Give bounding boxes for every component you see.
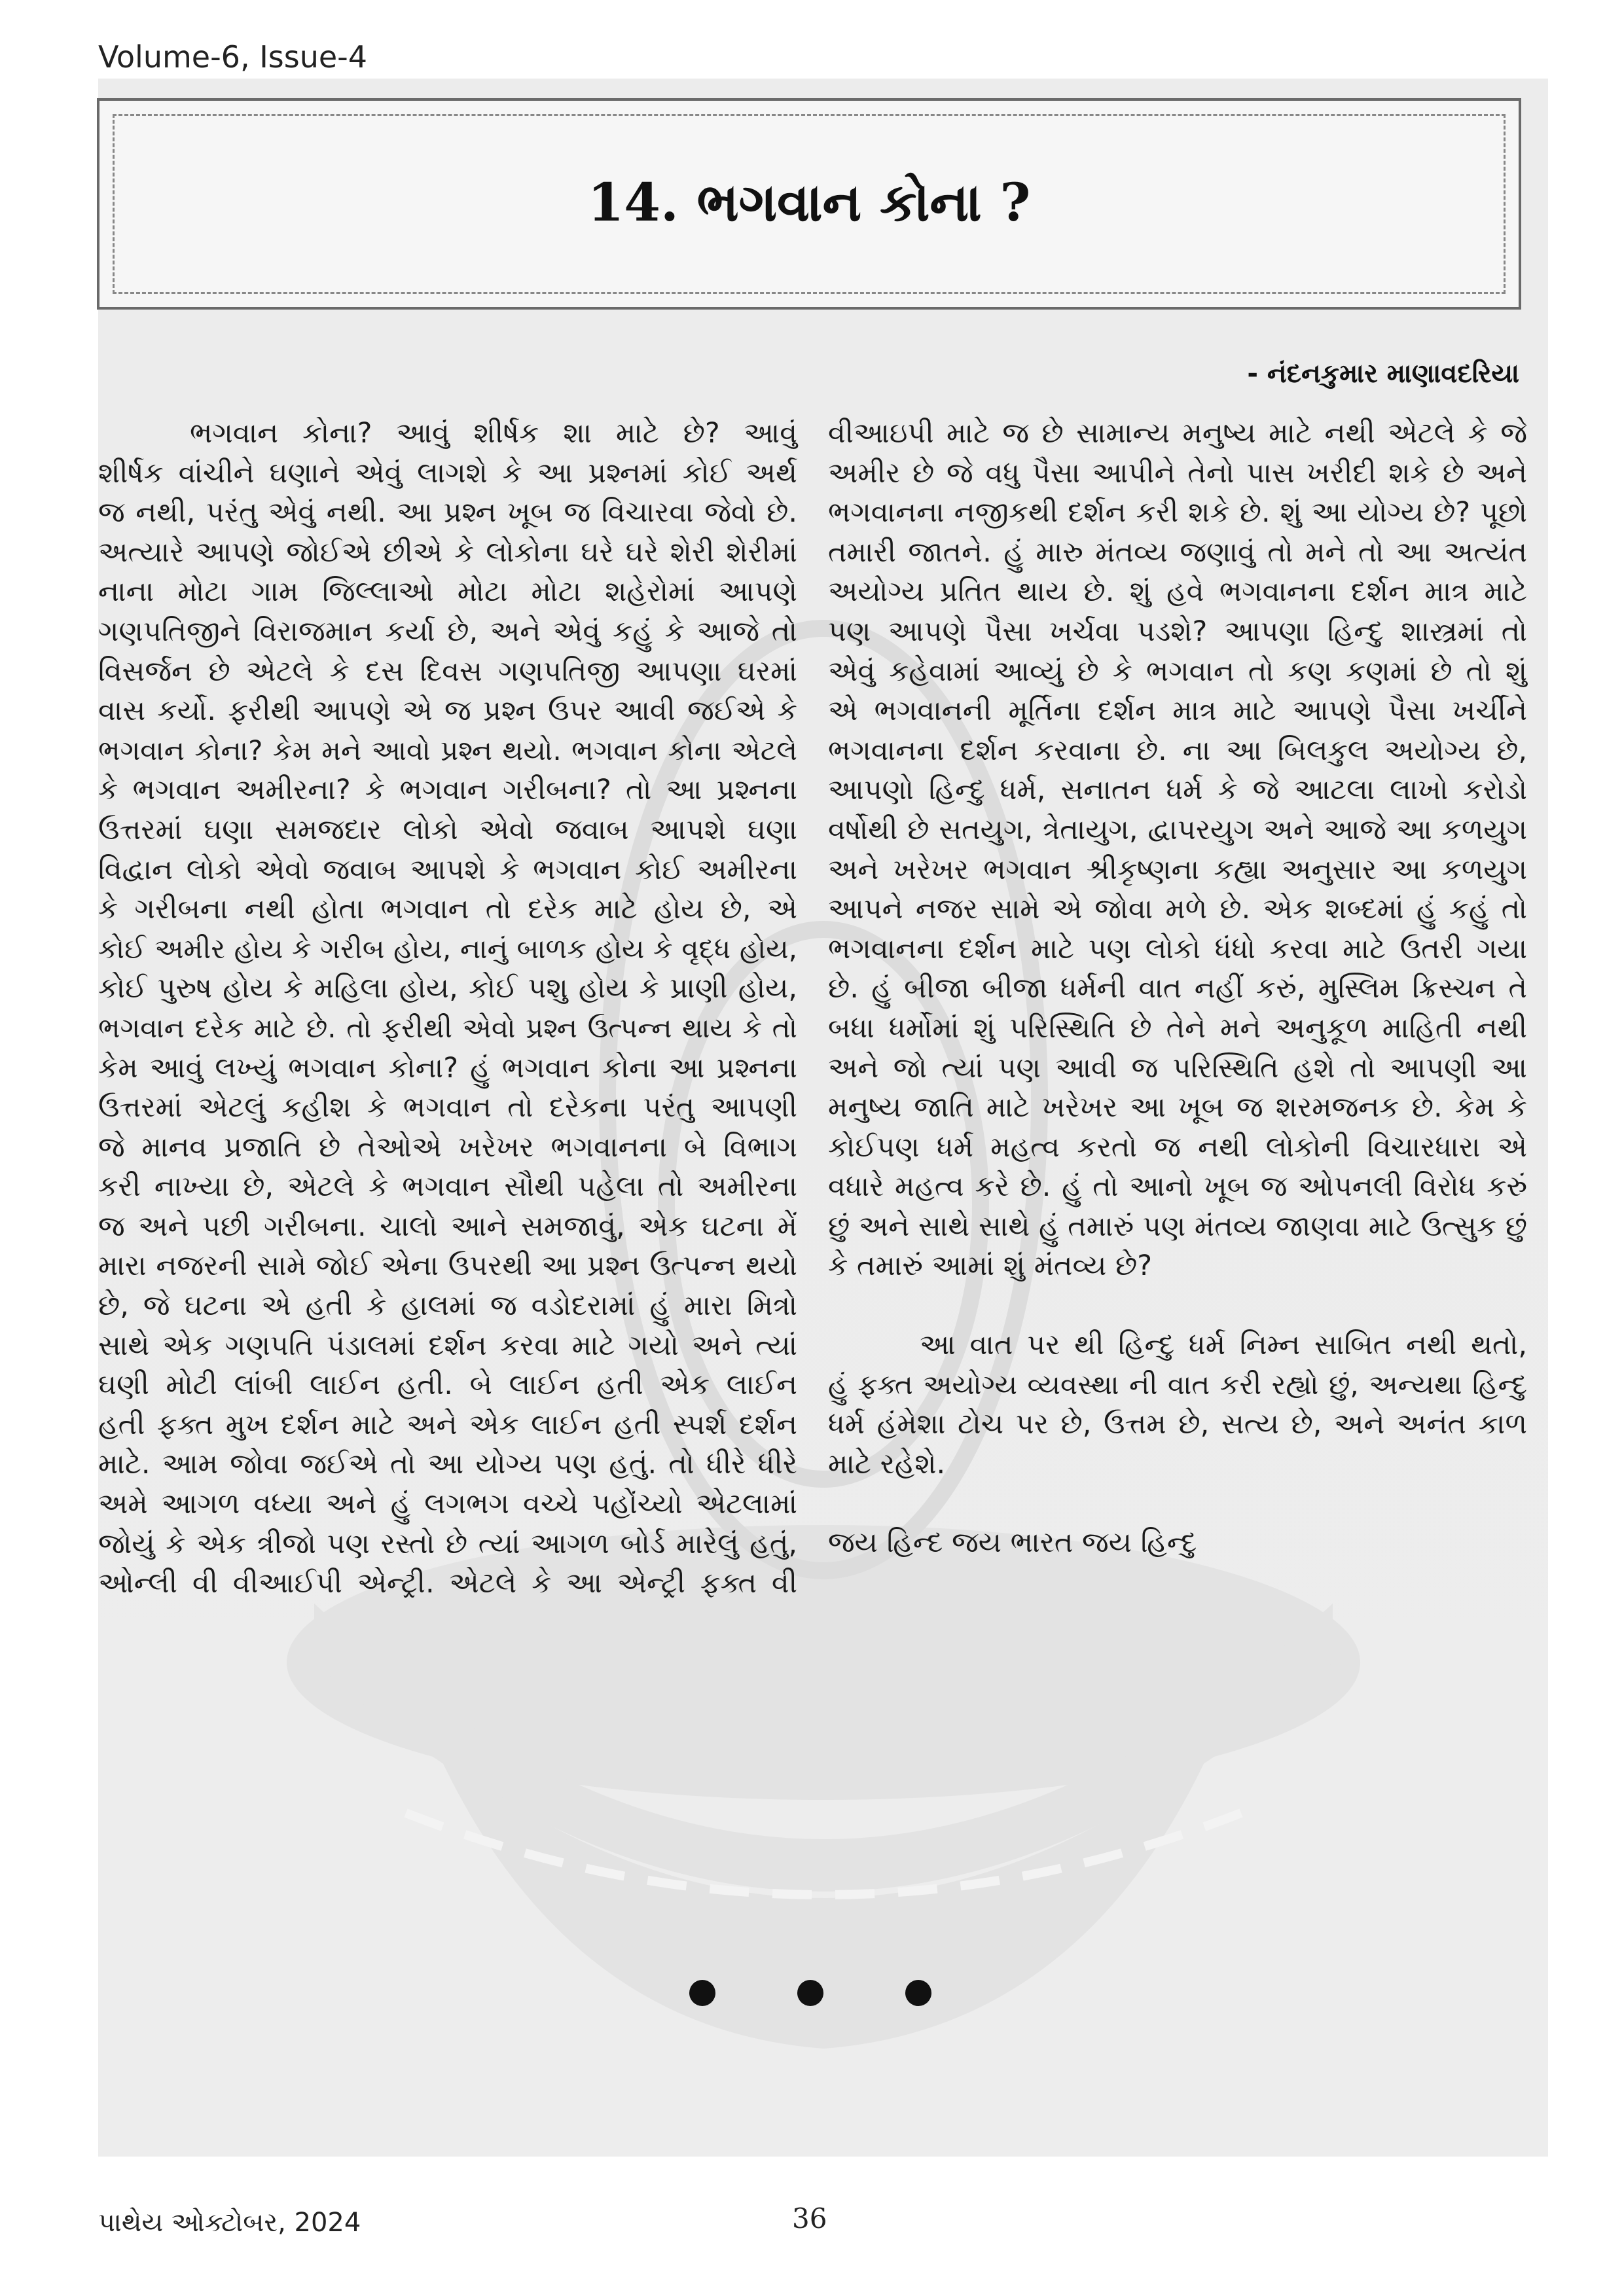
text-line: એવું કહેવામાં આવ્યું છે કે ભગવાન તો કણ કણમાં છે તો શું <box>828 655 1527 688</box>
text-line: ભગવાન દરેક માટે છે. તો ફરીથી એવો પ્રશ્ન ઉત્પન્ન થાય કે તો <box>98 1011 797 1044</box>
text-line: અત્યારે આપણે જોઈએ છીએ કે લોકોના ઘરે ઘરે શેરી શેરીમાં <box>98 535 797 569</box>
text-line: એ ભગવાનની મૂર્તિના દર્શન માત્ર માટે આપણે પૈસા ખર્ચીને <box>828 694 1527 728</box>
text-line: ઉત્તરમાં ઘણા સમજદાર લોકો એવો જવાબ આપશે ઘણા <box>98 813 797 846</box>
text-line: માટે રહેશે. <box>828 1447 946 1480</box>
text-line: વાસ કર્યો. ફરીથી આપણે એ જ પ્રશ્ન ઉપર આવી જઈએ કે <box>98 694 797 728</box>
page-number: 36 <box>792 2202 827 2234</box>
text-line: તમારી જાતને. હું મારુ મંતવ્ય જણાવું તો મને તો આ અત્યંત <box>828 535 1527 569</box>
text-line: ગણપતિજીને વિરાજમાન કર્યા છે, અને એવું કહું કે આજે તો <box>98 615 797 648</box>
dot-icon <box>797 1980 823 2006</box>
text-line: છે. હું બીજા બીજા ધર્મની વાત નહીં કરું, મુસ્લિમ ક્રિસ્ચન તે <box>828 972 1527 1005</box>
text-line: ભગવાનના નજીકથી દર્શન કરી શકે છે. શું આ યોગ્ય છે? પૂછો <box>828 496 1527 529</box>
text-line: છે, જે ઘટના એ હતી કે હાલમાં જ વડોદરામાં હું મારા મિત્રો <box>98 1289 797 1323</box>
section-end-dots <box>689 1980 951 2019</box>
text-line: વિસર્જન છે એટલે કે દસ દિવસ ગણપતિજી આપણા ઘરમાં <box>98 655 797 688</box>
text-line: અને જો ત્યાં પણ આવી જ પરિસ્થિતિ હશે તો આપણી આ <box>828 1051 1527 1085</box>
text-line: કોઈપણ ધર્મ મહત્વ કરતો જ નથી લોકોની વિચારધારા એ <box>828 1130 1527 1164</box>
text-line: જે માનવ પ્રજાતિ છે તેઓએ ખરેખર ભગવાનના બે વિભાગ <box>98 1130 797 1164</box>
text-line: હતી ફક્ત મુખ દર્શન માટે અને એક લાઈન હતી સ્પર્શ દર્શન <box>98 1408 797 1441</box>
text-line: જ અને પછી ગરીબના. ચાલો આને સમજાવું, એક ઘટના મેં <box>98 1210 797 1243</box>
text-line: આપને નજર સામે એ જોવા મળે છે. એક શબ્દમાં હું કહું તો <box>828 893 1527 926</box>
text-line: અમીર છે જે વધુ પૈસા આપીને તેનો પાસ ખરીદી શકે છે અને <box>828 456 1527 490</box>
text-line: શીર્ષક વાંચીને ઘણાને એવું લાગશે કે આ પ્રશ્નમાં કોઈ અર્થ <box>98 456 797 490</box>
text-line: જ નથી, પરંતુ એવું નથી. આ પ્રશ્ન ખૂબ જ વિચારવા જેવો છે. <box>98 496 797 529</box>
text-line: ઘણી મોટી લાંબી લાઈન હતી. બે લાઈન હતી એક લાઈન <box>98 1369 797 1402</box>
text-line: સાથે એક ગણપતિ પંડાલમાં દર્શન કરવા માટે ગયો અને ત્યાં <box>98 1329 797 1362</box>
text-line: ભગવાન કોના? કેમ મને આવો પ્રશ્ન થયો. ભગવાન કોના એટલે <box>98 734 797 766</box>
text-line: પણ આપણે પૈસા ખર્ચવા પડશે? આપણા હિન્દુ શાસ્ત્રમાં તો <box>828 615 1527 648</box>
text-line: મારા નજરની સામે જોઈ એના ઉપરથી આ પ્રશ્ન ઉત્પન્ન થયો <box>98 1249 797 1283</box>
text-line: કે ભગવાન અમીરના? કે ભગવાન ગરીબના? તો આ પ્રશ્નના <box>98 774 797 807</box>
dot-icon <box>905 1980 931 2006</box>
title-frame <box>97 98 1521 310</box>
text-line: અને ખરેખર ભગવાન શ્રીકૃષ્ણના કહ્યા અનુસાર આ કળયુગ <box>828 853 1527 886</box>
text-line: હું ફક્ત અયોગ્ય વ્યવસ્થા ની વાત કરી રહ્યો છું, અન્યથા હિન્દુ <box>828 1368 1527 1401</box>
text-line: કેમ આવું લખ્યું ભગવાન કોના? હું ભગવાન કોના આ પ્રશ્નના <box>98 1051 797 1085</box>
volume-issue: Volume-6, Issue-4 <box>98 39 368 75</box>
text-line: ધર્મ હંમેશા ટોચ પર છે, ઉત્તમ છે, સત્ય છે, અને અનંત કાળ <box>828 1408 1527 1441</box>
text-line: ઉત્તરમાં એટલું કહીશ કે ભગવાન તો દરેકના પરંતુ આપણી <box>98 1091 797 1124</box>
text-line: નાના મોટા ગામ જિલ્લાઓ મોટા મોટા શહેરોમાં આપણે <box>98 575 797 609</box>
article-column-left <box>98 414 797 1604</box>
text-line: અમે આગળ વધ્યા અને હું લગભગ વચ્ચે પહોંચ્યો એટલામાં <box>98 1488 797 1521</box>
text-line: બધા ધર્મોમાં શું પરિસ્થિતિ છે તેને મને અનુકૂળ માહિતી નથી <box>828 1011 1527 1045</box>
text-line: ઓન્લી વી વીઆઈપી એન્ટ્રી. એટલે કે આ એન્ટ્રી ફક્ત વી <box>98 1567 797 1600</box>
text-line: ભગવાનના દર્શન માટે પણ લોકો ધંધો કરવા માટે ઉતરી ગયા <box>828 932 1527 965</box>
text-line: વીઆઇપી માટે જ છે સામાન્ય મનુષ્ય માટે નથી એટલે કે જે <box>828 417 1527 450</box>
text-line: કે ગરીબના નથી હોતા ભગવાન તો દરેક માટે હોય છે, એ <box>98 893 797 926</box>
text-line: કે તમારું આમાં શું મંતવ્ય છે? <box>828 1249 1153 1283</box>
text-line: જોયું કે એક ત્રીજો પણ રસ્તો છે ત્યાં આગળ બોર્ડ મારેલું હતું, <box>98 1527 797 1560</box>
text-line: આપણો હિન્દુ ધર્મ, સનાતન ધર્મ કે જે આટલા લાખો કરોડો <box>828 774 1527 807</box>
text-line: વર્ષોથી છે સતયુગ, ત્રેતાયુગ, દ્વાપરયુગ અને આજે આ કળયુગ <box>828 813 1527 846</box>
footer-magazine-date: પાથેય ઓક્ટોબર, 2024 <box>98 2208 361 2238</box>
text-line: કોઈ અમીર હોય કે ગરીબ હોય, નાનું બાળક હોય કે વૃદ્ધ હોય, <box>98 932 797 965</box>
closing-line: જય હિન્દ જય ભારત જય હિન્દુ <box>828 1526 1197 1560</box>
article-column-right <box>828 414 1527 1563</box>
text-line: વધારે મહત્વ કરે છે. હું તો આનો ખૂબ જ ઓપનલી વિરોધ કરું <box>828 1170 1527 1204</box>
dot-icon <box>689 1980 715 2006</box>
text-line: આ વાત પર થી હિન્દુ ધર્મ નિમ્ન સાબિત નથી થતો, <box>920 1329 1527 1362</box>
text-line: છું અને સાથે સાથે હું તમારું પણ મંતવ્ય જાણવા માટે ઉત્સુક છું <box>828 1210 1527 1243</box>
text-line: અયોગ્ય પ્રતિત થાય છે. શું હવે ભગવાનના દર્શન માત્ર માટે <box>828 575 1527 609</box>
text-line: વિદ્વાન લોકો એવો જવાબ આપશે કે ભગવાન કોઈ અમીરના <box>98 853 797 886</box>
text-line: ભગવાનના દર્શન કરવાના છે. ના આ બિલકુલ અયોગ્ય છે, <box>828 734 1527 767</box>
text-line: માટે. આમ જોવા જઈએ તો આ યોગ્ય પણ હતું. તો ધીરે ધીરે <box>98 1448 797 1481</box>
text-line: કોઈ પુરુષ હોય કે મહિલા હોય, કોઈ પશુ હોય કે પ્રાણી હોય, <box>98 972 797 1005</box>
author-byline: - નંદનકુમાર માણાવદરિયા <box>1247 359 1519 389</box>
text-line: કરી નાખ્યા છે, એટલે કે ભગવાન સૌથી પહેલા તો અમીરના <box>98 1170 797 1204</box>
text-line: મનુષ્ય જાતિ માટે ખરેખર આ ખૂબ જ શરમજનક છે. કેમ કે <box>828 1091 1527 1124</box>
paragraph-gap <box>828 1484 1527 1523</box>
article-title: 14. ભગવાન કોના ? <box>587 171 1031 233</box>
text-line: ભગવાન કોના? આવું શીર્ષક શા માટે છે? આવું <box>190 417 797 450</box>
paragraph-gap <box>828 1286 1527 1325</box>
